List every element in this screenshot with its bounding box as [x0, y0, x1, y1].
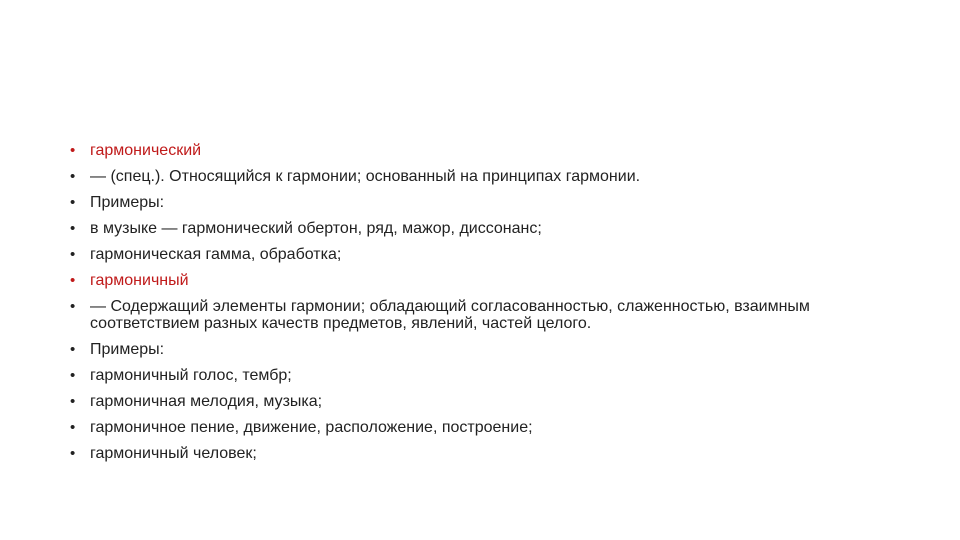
list-item-example [70, 220, 850, 237]
bullet-icon: • [70, 272, 76, 289]
bullet-list [70, 142, 850, 471]
list-item-definition [70, 298, 850, 332]
list-item-text: — Содержащий элементы гармонии; обладающий согласованностью, слаженностью, взаимным соответствием разных качеств предметов, явлений, частей целого. [90, 298, 810, 332]
list-item-text: Примеры: [90, 341, 165, 358]
bullet-icon: • [70, 142, 76, 159]
list-item-term-harmonious [70, 272, 850, 289]
list-item-text: гармоничный голос, тембр; [90, 367, 292, 384]
bullet-icon: • [70, 419, 76, 436]
list-item-example [70, 393, 850, 410]
list-item-example [70, 419, 850, 436]
list-item-text: — (спец.). Относящийся к гармонии; основанный на принципах гармонии. [90, 168, 641, 185]
list-item-text: гармоничный человек; [90, 445, 257, 462]
list-item-examples-label [70, 194, 850, 211]
list-item-text: в музыке — гармонический обертон, ряд, мажор, диссонанс; [90, 220, 542, 237]
bullet-icon: • [70, 194, 76, 211]
bullet-icon: • [70, 341, 76, 358]
list-item-term-harmonic [70, 142, 850, 159]
list-item-text: гармонический [90, 142, 202, 159]
list-item-text: гармоническая гамма, обработка; [90, 246, 342, 263]
bullet-icon: • [70, 246, 76, 263]
bullet-icon: • [70, 367, 76, 384]
list-item-definition [70, 168, 850, 185]
bullet-icon: • [70, 220, 76, 237]
bullet-icon: • [70, 168, 76, 185]
list-item-text: Примеры: [90, 194, 165, 211]
list-item-example [70, 246, 850, 263]
list-item-example [70, 367, 850, 384]
list-item-text: гармоничное пение, движение, расположение, построение; [90, 419, 533, 436]
bullet-icon: • [70, 445, 76, 462]
list-item-examples-label [70, 341, 850, 358]
bullet-icon: • [70, 298, 76, 315]
bullet-icon: • [70, 393, 76, 410]
list-item-example [70, 445, 850, 462]
list-item-text: гармоничный [90, 272, 189, 289]
list-item-text: гармоничная мелодия, музыка; [90, 393, 323, 410]
